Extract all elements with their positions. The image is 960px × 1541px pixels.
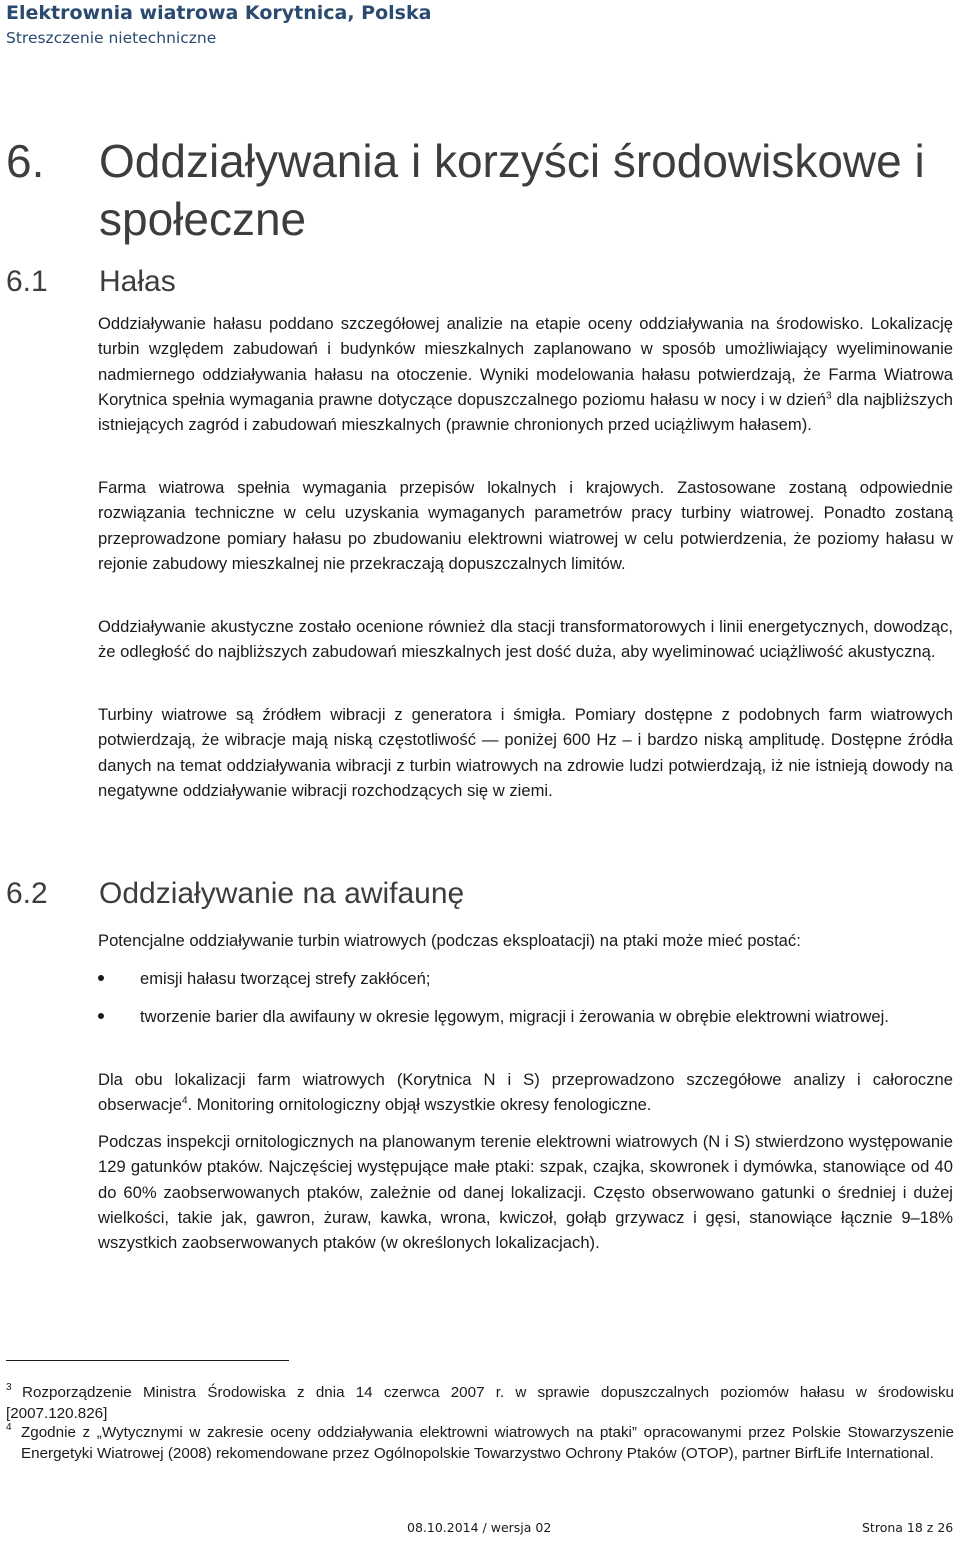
section-6-title: Oddziaływania i korzyści środowiskowe i społeczne [99, 135, 925, 245]
section-6-2-title: Oddziaływanie na awifaunę [99, 877, 465, 910]
footnote-text: Rozporządzenie Ministra Środowiska z dnia 14 czerwca 2007 r. w sprawie dopuszczalnych poziomów hałasu w środowisku [2007.120.826] [6, 1384, 954, 1422]
footnote-3 [6, 1383, 954, 1424]
document-header [6, 0, 431, 48]
paragraph-vibrations [98, 702, 953, 803]
footnote-ref-3[interactable]: 3 [825, 390, 832, 402]
paragraph-text: dla najbliższych istniejących zagród i zabudowań mieszkalnych (prawnie chronionych przed uciążliwym hałasem). [98, 389, 954, 435]
footnote-text: Zgodnie z „Wytycznymi w zakresie oceny oddziaływania elektrowni wiatrowych na ptaki” opracowanymi przez Polskie Stowarzyszenie Energetyki Wiatrowej (2008) rekomendowane przez Ogólnopolskie Towarzystwo Ochrony Ptaków (OTOP), partner BirfLife International. [21, 1424, 954, 1462]
footnote-number: 4 [6, 1422, 12, 1433]
paragraph-text: . Monitoring ornitologiczny objął wszystkie okresy fenologiczne. [187, 1095, 652, 1115]
list-item [98, 966, 953, 991]
footnote-divider [6, 1360, 289, 1361]
paragraph-text: Potencjalne oddziaływanie turbin wiatrowych (podczas eksploatacji) na ptaki może mieć postać: [98, 931, 801, 950]
section-6-2-number: 6.2 [6, 877, 48, 910]
paragraph-acoustic [98, 614, 953, 665]
section-6-1-number: 6.1 [6, 265, 48, 298]
paragraph-text: Oddziaływanie akustyczne zostało ocenione również dla stacji transformatorowych i linii energetycznych, dowodząc, że odległość do najbliższych zabudowań mieszkalnych jest dość duża, aby wyeliminować uciążliwość akustyczną. [98, 617, 953, 662]
paragraph-regulations [98, 475, 953, 576]
footnote-number: 3 [6, 1382, 12, 1393]
paragraph-text: Oddziaływanie hałasu poddano szczegółowej analizie na etapie oceny oddziaływania na środowisko. Lokalizację turbin względem zabudowań i budynków mieszkalnych zaplanowano w sposób umożliwiający wyeliminowanie nadmiernego oddziaływania hałasu na otoczenie. Wyniki modelowania hałasu potwierdzają, że Farma Wiatrowa Korytnica spełnia wymagania prawne dotyczące dopuszczalnego poziomu hałasu w nocy i w dzień [98, 314, 953, 409]
paragraph-observations [98, 1067, 953, 1118]
list-item-text: tworzenie barier dla awifauny w okresie lęgowym, migracji i żerowania w obrębie elektrowni wiatrowej. [140, 1007, 889, 1026]
list-item [98, 1004, 953, 1029]
paragraph-text: Dla obu lokalizacji farm wiatrowych (Korytnica N i S) przeprowadzono szczegółowe analizy i całoroczne obserwacje [98, 1070, 953, 1115]
footnote-4 [6, 1423, 954, 1464]
document-title: Elektrownia wiatrowa Korytnica, Polska [6, 2, 432, 24]
bullet-icon [98, 975, 104, 981]
footer-page-number: Strona 18 z 26 [862, 1520, 954, 1535]
footer-date-version: 08.10.2014 / wersja 02 [407, 1520, 552, 1535]
bullet-icon [98, 1013, 104, 1019]
section-6-1-title: Hałas [99, 265, 176, 298]
paragraph-text: Turbiny wiatrowe są źródłem wibracji z generatora i śmigła. Pomiary dostępne z podobnych farm wiatrowych potwierdzają, że wibracje mają niską częstotliwość — poniżej 600 Hz – i bardzo niską amplitudę. Dostępne źródła danych na temat oddziaływania wibracji z turbin wiatrowych na zdrowie ludzi potwierdzają, iż nie istnieją dowody na negatywne oddziaływanie wibracji rozchodzących się w ziemi. [98, 705, 953, 800]
paragraph-text: Farma wiatrowa spełnia wymagania przepisów lokalnych i krajowych. Zastosowane zostaną odpowiednie rozwiązania techniczne w celu uzyskania wymaganych parametrów pracy turbiny wiatrowej. Ponadto zostaną przeprowadzone pomiary hałasu po zbudowaniu elektrowni wiatrowej w celu potwierdzenia, że poziomy hałasu w rejonie zabudowy mieszkalnej nie przekraczają dopuszczalnych limitów. [98, 478, 953, 573]
section-6-number: 6. [6, 135, 45, 187]
footnote-ref-4[interactable]: 4 [181, 1095, 188, 1107]
document-subtitle: Streszczenie nietechniczne [6, 29, 217, 47]
paragraph-avifauna-intro [98, 928, 953, 953]
paragraph-noise-analysis [98, 311, 953, 437]
paragraph-text: Podczas inspekcji ornitologicznych na planowanym terenie elektrowni wiatrowych (N i S) stwierdzono występowanie 129 gatunków ptaków. Najczęściej występujące małe ptaki: szpak, czajka, skowronek i dymówka, stanowiące od 40 do 60% zaobserwowanych ptaków, zależnie od danej lokalizacji. Często obserwowano gatunki o średniej i dużej wielkości, takie jak, gawron, żuraw, kawka, wrona, kwiczoł, gołąb grzywacz i gęsi, stanowiące łącznie 9–18% wszystkich zaobserwowanych ptaków (w określonych lokalizacjach). [98, 1132, 953, 1253]
paragraph-bird-species [98, 1129, 953, 1255]
list-item-text: emisji hałasu tworzącej strefy zakłóceń; [140, 969, 431, 988]
